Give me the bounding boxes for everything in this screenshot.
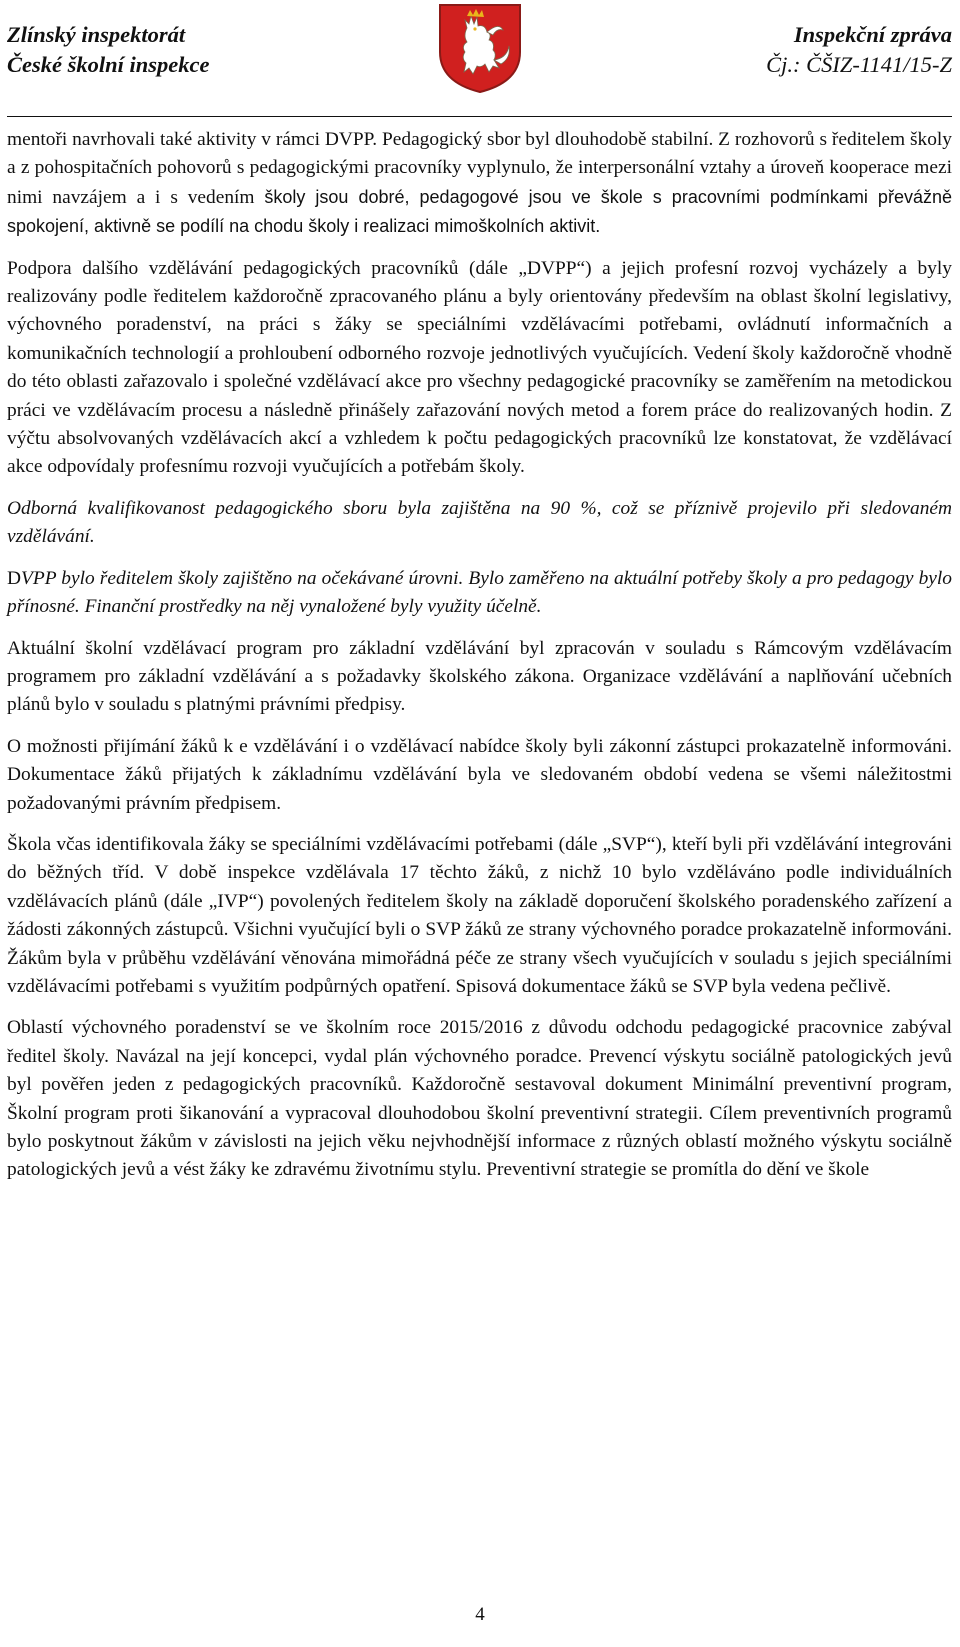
document-type: Inspekční zpráva (793, 22, 952, 47)
report-body (7, 126, 952, 1198)
paragraph-dvpp-evaluation (7, 565, 952, 622)
inspection-body-name: České školní inspekce (7, 52, 210, 77)
paragraph-staff (7, 126, 952, 242)
paragraph-dvpp-support: Podpora dalšího vzdělávání pedagogických pracovníků (dále „DVPP“) a jejich profesní rozvoj vycházely a byly realizovány podle ředitelem každoročně zpracovaného plánu a byly orientovány především na oblast školní legislativy, výchovného poradenství, na práci s žáky se speciálními vzdělávacími potřebami, ovládnutí informačních a komunikačních technologií a prohloubení odborného rozvoje jednotlivých vyučujících. Vedení školy každoročně vhodně do této oblasti zařazovalo i společné vzdělávací akce pro všechny pedagogické pracovníky se zaměřením na metodickou práci ve vzdělávacím procesu a následně přinášely zařazování nových metod a forem práce do realizovaných hodin. Z výčtu absolvovaných vzdělávacích akcí a vzhledem k počtu pedagogických pracovníků lze konstatovat, že vzdělávací akce odpovídaly profesnímu rozvoji vyučujících a potřebám školy. (7, 257, 952, 478)
page-header (0, 0, 960, 122)
czech-lion-crest-icon (437, 2, 523, 94)
header-right (766, 20, 952, 80)
page-number: 4 (475, 1604, 485, 1625)
paragraph-staff-serif: mentoři navrhovali také aktivity v rámci DVPP. Pedagogický sbor byl dlouhodobě stabilní. Z rozhovorů s ředitelem školy a z pohospitačních pohovorů s pedagogickými pracovníky vyplynulo, že interpersonální vztahy a úroveň kooperace mezi nimi navzájem a i s vedením (7, 129, 952, 208)
paragraph-admission: O možnosti přijímání žáků k e vzdělávání i o vzdělávací nabídce školy byli zákonní zástupci prokazatelně informováni. Dokumentace žáků přijatých k základnímu vzdělávání byla ve sledovaném období vedena se všemi náležitostmi požadovanými právním předpisem. (7, 735, 952, 814)
header-divider (7, 116, 952, 117)
dvpp-evaluation-text: VPP bylo ředitelem školy zajištěno na očekávané úrovni. Bylo zaměřeno na aktuální potřeby školy a pro pedagogy bylo přínosné. Finanční prostředky na něj vynaložené byly využity účelně. (7, 567, 952, 618)
paragraph-svp: Škola včas identifikovala žáky se speciálními vzdělávacími potřebami (dále „SVP“), kteří byli při vzdělávání integrováni do běžných tříd. V době inspekce vzdělávala 17 těchto žáků, z nichž 10 bylo vzděláváno podle individuálních vzdělávacích plánů (dále „IVP“) povolených ředitelem školy na základě doporučení školského poradenského zařízení a žádosti zákonných zástupců. Všichni vyučující byli o SVP žáků ze strany výchovného poradce prokazatelně informováni. Žákům byla v průběhu vzdělávání věnována mimořádná péče ze strany všech vyučujících v souladu s jejich speciálními vzdělávacími potřebami s využitím podpůrných opatření. Spisová dokumentace žáků se SVP byla vedena pečlivě. (7, 833, 952, 997)
inspectorate-name: Zlínský inspektorát (7, 22, 186, 47)
paragraph-staff-sans: školy jsou dobré, pedagogové jsou ve škole s pracovními podmínkami převážně spokojení, aktivně se podílí na chodu školy i realizaci mimoškolních aktivit. (7, 186, 952, 237)
paragraph-qualification: Odborná kvalifikovanost pedagogického sboru byla zajištěna na 90 %, což se příznivě projevilo při sledovaném vzdělávání. (7, 497, 952, 548)
paragraph-curriculum: Aktuální školní vzdělávací program pro základní vzdělávání byl zpracován v souladu s Rámcovým vzdělávacím programem pro základní vzdělávání a s požadavky školského zákona. Organizace vzdělávání a naplňování učebních plánů bylo v souladu s platnými právními předpisy. (7, 637, 952, 716)
reference-number: Čj.: ČŠIZ-1141/15-Z (766, 52, 952, 77)
header-left (7, 20, 210, 80)
paragraph-counselling: Oblastí výchovného poradenství se ve školním roce 2015/2016 z důvodu odchodu pedagogické pracovnice zabýval ředitel školy. Navázal na její koncepci, vydal plán výchovného poradce. Prevencí výskytu sociálně patologických jevů byl pověřen jeden z pedagogických pracovníků. Každoročně sestavoval dokument Minimální preventivní program, Školní program proti šikanování a vypracoval dlouhodobou školní preventivní strategii. Cílem preventivních programů bylo poskytnout žákům v závislosti na jejich věku nejvhodnější informace z různých oblastí možného výskytu sociálně patologických jevů a vést žáky ke zdravému životnímu stylu. Preventivní strategie se promítla do dění ve škole (7, 1017, 952, 1181)
dvpp-initial: D (7, 567, 22, 589)
